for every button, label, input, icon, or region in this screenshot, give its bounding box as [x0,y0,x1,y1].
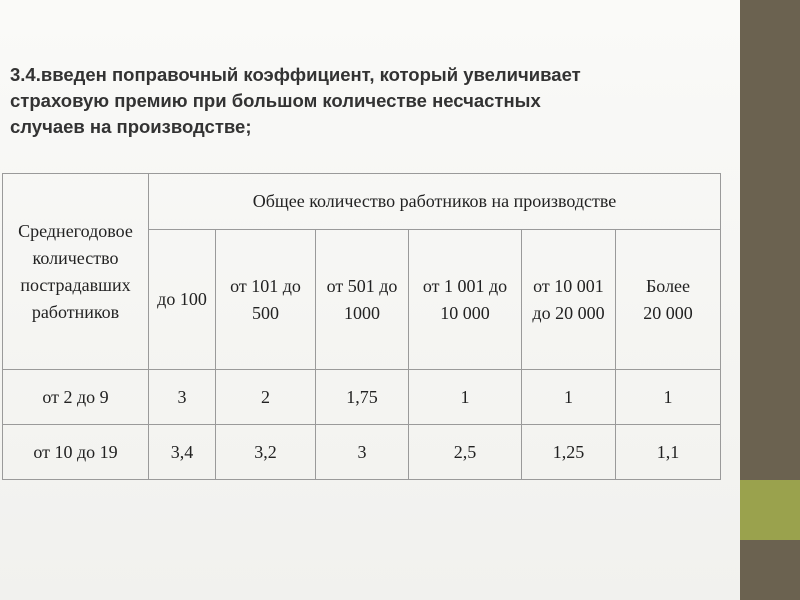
table-cell: 1 [616,370,721,425]
table-cell: 3,2 [216,425,316,480]
row-label: от 10 до 19 [3,425,149,480]
column-header-line: 20 000 [643,302,693,323]
table-cell: 1,25 [522,425,616,480]
column-header [409,230,522,370]
group-header-cell: Общее количество работников на производстве [149,174,721,230]
side-band-top [740,0,800,480]
column-header-line: 500 [252,302,279,323]
column-header [149,230,216,370]
row-header-line: работников [31,301,120,322]
table-cell: 2 [216,370,316,425]
table-cell: 1,75 [316,370,409,425]
heading-line: 3.4.введен поправочный коэффициент, который увеличивает [10,64,581,85]
row-header-line: количество [32,247,119,268]
row-header-cell [3,174,149,370]
column-header-line: Более [645,275,691,296]
column-header-line: 10 000 [440,302,490,323]
column-header-line: до 100 [157,289,207,309]
column-header-line: 1000 [344,302,380,323]
coefficient-table [2,173,721,480]
table-cell: 1 [522,370,616,425]
heading-line: случаев на производстве; [10,116,252,137]
table-cell: 3,4 [149,425,216,480]
column-header-line: от 1 001 до [422,275,508,296]
slide-heading [10,62,730,140]
column-header-line: от 101 до [230,275,301,296]
column-header-line: до 20 000 [532,302,605,323]
column-header [216,230,316,370]
table-row [3,370,721,425]
side-band-accent [740,480,800,540]
row-label: от 2 до 9 [3,370,149,425]
table-cell: 3 [149,370,216,425]
column-header [522,230,616,370]
heading-line: страховую премию при большом количестве несчастных [10,90,541,111]
column-header-line: от 501 до [326,275,398,296]
table-cell: 1 [409,370,522,425]
table-cell: 3 [316,425,409,480]
table-cell: 1,1 [616,425,721,480]
column-header [316,230,409,370]
table-header-row [3,174,721,230]
table-cell: 2,5 [409,425,522,480]
row-header-line: пострадавших [20,274,131,295]
row-header-line: Среднегодовое [18,220,133,241]
table-row [3,425,721,480]
side-band-bottom [740,540,800,600]
column-header-line: от 10 001 [533,275,604,296]
column-header [616,230,721,370]
